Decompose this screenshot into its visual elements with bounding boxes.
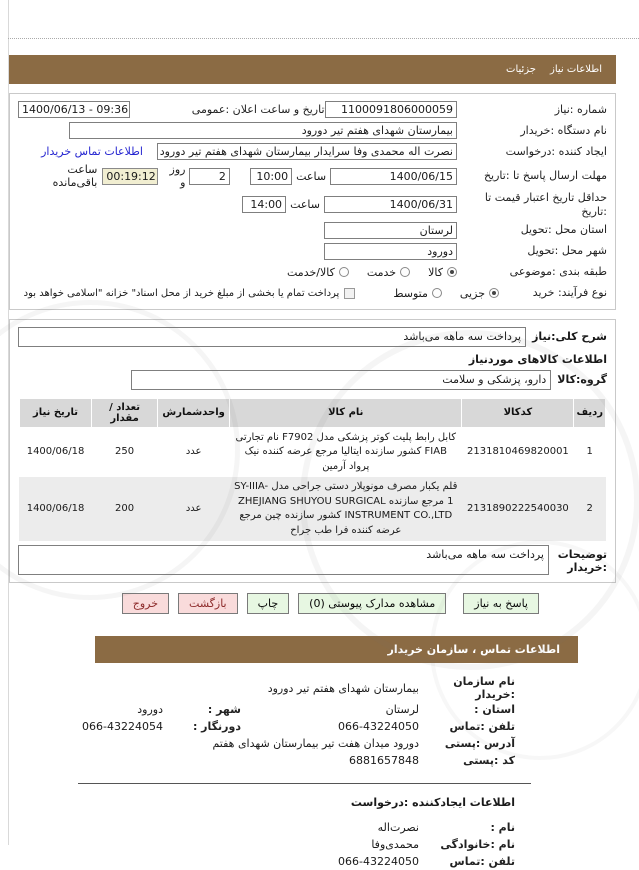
row-goods-group	[16, 368, 609, 392]
organization-label: نام دستگاه :خریدار	[520, 123, 607, 137]
respond-to-need-button[interactable]: پاسخ به نیاز	[463, 593, 539, 614]
action-buttons	[0, 593, 539, 614]
province-label: استان محل :تحویل	[520, 223, 607, 237]
classification-label: طبقه بندی :موضوعی	[509, 265, 607, 279]
contact-row-organization	[0, 675, 515, 701]
contact-city-value: دورود	[137, 703, 163, 716]
contact-address-value: دورود میدان هفت تیر بیمارستان شهدای هفتم	[212, 737, 419, 750]
row-province	[16, 220, 609, 241]
cell-need-date: 1400/06/18	[19, 477, 91, 541]
city-field[interactable]: دورود	[324, 243, 457, 260]
creator-first-name-label: نام :	[490, 821, 515, 834]
cell-quantity: 250	[115, 446, 135, 457]
radio-service-label: خدمت	[366, 265, 397, 279]
creator-row-first-name	[0, 819, 515, 836]
contact-phone-label: تلفن :تماس	[449, 720, 515, 733]
row-buyer-notes	[16, 543, 609, 577]
radio-minor-label: جزیی	[459, 286, 485, 300]
row-classification	[16, 262, 609, 283]
contact-org-value: بیمارستان شهدای هفتم تیر دورود	[267, 681, 419, 695]
table-row	[19, 477, 605, 541]
row-need-number	[16, 99, 609, 120]
contact-fax-value: 066-43224054	[82, 720, 163, 733]
deadline-date-field[interactable]: 1400/06/15	[330, 168, 457, 185]
tab-details[interactable]: جزئیات	[506, 64, 536, 75]
contact-city-label: شهر :	[207, 703, 241, 716]
contact-postal-value: 6881657848	[349, 754, 419, 767]
contact-row-address	[0, 735, 515, 752]
need-description-field[interactable]: پرداخت سه ماهه می‌باشد	[18, 327, 526, 347]
section-divider	[78, 783, 531, 784]
contact-address-label: آدرس :پستی	[444, 737, 515, 750]
buyer-contact-section	[0, 675, 515, 769]
validity-date-field[interactable]: 1400/06/31	[324, 196, 457, 213]
creator-first-name-value: نصرت‌اله	[377, 821, 419, 834]
province-field[interactable]: لرستان	[324, 222, 457, 239]
view-attachments-button[interactable]: مشاهده مدارک پیوستی (0)	[298, 593, 446, 614]
goods-group-field[interactable]: دارو، پزشکی و سلامت	[131, 370, 551, 390]
buyer-contact-bar-title: اطلاعات تماس ، سازمان خریدار	[387, 643, 560, 656]
cell-item-code: 2131890222540030	[462, 477, 574, 541]
contact-row-postal	[0, 752, 515, 769]
row-request-creator	[16, 141, 609, 162]
creator-phone-label: تلفن :تماس	[449, 855, 515, 868]
cell-item-code: 2131810469820001	[467, 446, 569, 457]
creator-last-name-value: محمدی‌وفا	[371, 838, 419, 851]
deadline-time-field[interactable]: 10:00	[250, 168, 292, 185]
buyer-contact-bar	[95, 636, 578, 663]
contact-province-label: استان :	[474, 703, 515, 716]
process-type-label: نوع فرآیند: خرید	[532, 286, 607, 300]
request-creator-section	[0, 796, 515, 870]
radio-goods-label: کالا	[428, 265, 443, 279]
buyer-notes-label: توضیحات :خریدار	[557, 548, 607, 574]
treasury-checkbox[interactable]	[344, 288, 355, 299]
col-header-unit: واحدشمارش	[158, 398, 230, 427]
need-description-label: شرح کلی:نیاز	[532, 329, 607, 343]
cell-row-number: 1	[586, 446, 593, 457]
need-number-label: شماره :نیاز	[554, 102, 607, 116]
need-info-panel	[9, 93, 616, 310]
contact-row-phone	[0, 718, 515, 735]
cell-need-date: 1400/06/18	[26, 446, 85, 457]
cell-item-name: قلم یکبار مصرف مونوپلار دستی جراحی مدل SY-IIIA-1 مرجع سازنده ZHEJIANG SHUYOU SURGICAL INSTRUMENT CO.,LTD کشور سازنده چین مرجع عرضه کننده فرا طب جراح	[230, 477, 462, 541]
request-creator-field[interactable]: نصرت اله محمدی وفا سرایدار بیمارستان شهدای هفتم تیر دورود	[157, 143, 457, 160]
announce-label: تاریخ و ساعت اعلان :عمومی	[191, 102, 325, 116]
row-organization	[16, 120, 609, 141]
goods-group-label: گروه:کالا	[557, 372, 607, 386]
row-need-description	[16, 325, 609, 349]
radio-service[interactable]	[400, 267, 410, 277]
contact-org-label: نام سازمان :خریدار	[453, 675, 515, 701]
creator-phone-value: 066-43224050	[338, 855, 419, 868]
col-header-need-date: تاریخ نیاز	[19, 398, 91, 427]
col-header-item-code: کدکالا	[462, 398, 574, 427]
table-row	[19, 427, 605, 477]
radio-goods-service-label: کالا/خدمت	[287, 265, 335, 279]
radio-medium[interactable]	[432, 288, 442, 298]
radio-minor[interactable]	[489, 288, 499, 298]
col-header-item-name: نام کالا	[230, 398, 462, 427]
days-field[interactable]: 2	[189, 168, 229, 185]
row-price-validity	[16, 190, 609, 220]
days-label: روز و	[169, 163, 186, 189]
items-table-header-row	[19, 398, 605, 427]
cell-unit: عدد	[158, 477, 230, 541]
contact-postal-label: کد :پستی	[463, 754, 515, 767]
items-table	[19, 398, 606, 542]
cell-quantity: 200	[92, 477, 158, 541]
validity-hour-label: ساعت	[290, 198, 320, 212]
header-tab-bar	[9, 55, 616, 84]
request-creator-label: ایجاد کننده :درخواست	[505, 144, 607, 158]
deadline-hour-label: ساعت	[296, 169, 327, 183]
radio-goods[interactable]	[447, 267, 457, 277]
tab-need-info[interactable]: اطلاعات نیاز	[550, 64, 602, 75]
contact-province-value: لرستان	[385, 703, 419, 716]
announce-field[interactable]: 1400/06/13 - 09:36	[18, 101, 130, 118]
col-header-quantity: تعداد / مقدار	[92, 398, 158, 427]
remaining-label: ساعت باقی‌مانده	[52, 163, 98, 189]
creator-row-phone	[0, 853, 515, 870]
exit-button[interactable]: خروج	[122, 593, 169, 614]
contact-phone-value: 066-43224050	[338, 720, 419, 733]
radio-goods-service[interactable]	[339, 267, 349, 277]
cell-row-number: 2	[574, 477, 606, 541]
col-header-row-number: ردیف	[574, 398, 606, 427]
cell-unit: عدد	[185, 446, 202, 457]
items-panel	[9, 319, 616, 584]
back-button[interactable]: بازگشت	[178, 593, 238, 614]
items-section-heading: اطلاعات کالاهای موردنیاز	[468, 352, 607, 366]
validity-time-field[interactable]: 14:00	[242, 196, 286, 213]
row-city	[16, 241, 609, 262]
contact-fax-label: دورنگار :	[192, 720, 241, 733]
cell-item-name: کابل رابط پلیت کوتر پزشکی مدل F7902 نام تجارتی FIAB کشور سازنده ایتالیا مرجع عرضه کننده نیک پرواد آرمین	[235, 431, 457, 472]
countdown-timer: 00:19:12	[102, 168, 158, 185]
organization-field[interactable]: بیمارستان شهدای هفتم تیر دورود	[69, 122, 457, 139]
treasury-note: پرداخت تمام یا بخشی از مبلغ خرید از محل اسناد" خزانه "اسلامی خواهد بود	[23, 287, 340, 299]
print-button[interactable]: چاپ	[247, 593, 290, 614]
validity-label: حداقل تاریخ اعتبار قیمت تا :تاریخ	[484, 191, 607, 218]
radio-medium-label: متوسط	[393, 286, 428, 300]
need-number-field[interactable]: 1100091806000059	[325, 101, 457, 118]
contact-row-location	[0, 701, 515, 718]
creator-last-name-label: نام :خانوادگی	[440, 838, 515, 851]
deadline-label: مهلت ارسال پاسخ تا :تاریخ	[483, 169, 607, 183]
city-label: شهر محل :تحویل	[527, 244, 607, 258]
buyer-contact-link[interactable]: اطلاعات تماس خریدار	[41, 145, 143, 158]
row-deadline	[16, 162, 609, 190]
request-creator-heading: اطلاعات ایجادکننده :درخواست	[350, 796, 515, 809]
buyer-notes-field[interactable]: پرداخت سه ماهه می‌باشد	[18, 545, 549, 575]
row-process-type	[16, 283, 609, 304]
